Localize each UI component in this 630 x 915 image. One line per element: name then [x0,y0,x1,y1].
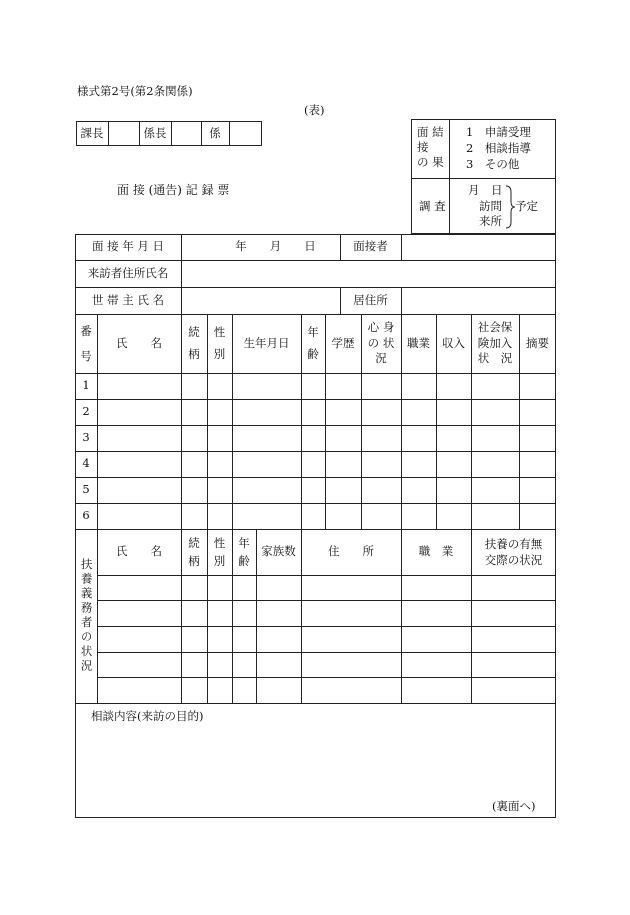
col-job: 職業 [407,335,430,350]
row-number: 1 [82,378,90,393]
form-number: 様式第2号(第2条関係) [77,84,193,98]
row-number: 2 [82,404,90,419]
document-title: 面 接 (通告) 記 録 票 [117,183,230,197]
result-option-1: 1 申請受理 [466,125,531,139]
stamp-kacho-label: 課長 [80,125,104,140]
visitor-label: 来訪者住所氏名 [87,265,169,280]
col-name: 氏 名 [116,335,162,350]
support-col-family: 家族数 [261,544,296,559]
back-page-note: (裏面へ) [492,799,536,813]
col-insurance: 社会保 険加入 状 況 [477,320,513,366]
support-col-name: 氏 名 [116,544,162,559]
col-relation: 続 柄 [188,324,200,361]
household-head-label: 世 帯 主 氏 名 [91,292,165,307]
consult-label: 相談内容(来訪の目的) [91,709,204,723]
support-col-job: 職 業 [418,544,454,559]
support-col-relation: 続 柄 [188,535,200,568]
col-education: 学歴 [331,335,355,350]
result-label-2: 接 [417,140,429,154]
support-col-sex: 性 別 [213,535,226,568]
col-remarks: 摘要 [526,335,549,350]
residence-label: 居住所 [353,292,388,307]
survey-visit: 訪問 [479,199,502,213]
col-condition: 心 身 の 状 況 [367,320,395,366]
col-birthdate: 生年月日 [243,335,290,350]
interviewer-label: 面接者 [353,239,388,254]
support-col-address: 住 所 [328,544,374,559]
col-income: 収入 [442,335,465,350]
support-col-status: 扶養の有無 交際の状況 [484,536,543,567]
row-number: 3 [82,430,90,445]
stamp-kakaricho-label: 係長 [143,125,167,140]
support-section-label: 扶養義務者の状況 [79,558,94,674]
result-label-1: 面 結 [417,125,444,139]
side-label: (表) [304,103,325,117]
row-number: 6 [82,508,90,523]
interview-date-value: 年 月 日 [235,239,316,254]
stamp-kakari-label: 係 [209,125,221,140]
support-col-age: 年 齢 [238,535,250,568]
survey-label: 調 査 [419,199,446,213]
col-number: 番 号 [80,323,92,363]
row-number: 5 [82,482,90,497]
interview-date-label: 面 接 年 月 日 [91,239,165,254]
result-option-2: 2 相談指導 [466,141,531,155]
result-option-3: 3 その他 [466,157,520,171]
result-label-3: の 果 [417,155,444,169]
col-sex: 性 別 [213,324,226,361]
survey-date: 月 日 [468,183,503,197]
survey-come: 来所 [479,214,502,228]
col-age: 年 齢 [307,324,319,361]
survey-plan: 予定 [515,199,538,213]
row-number: 4 [82,456,90,471]
